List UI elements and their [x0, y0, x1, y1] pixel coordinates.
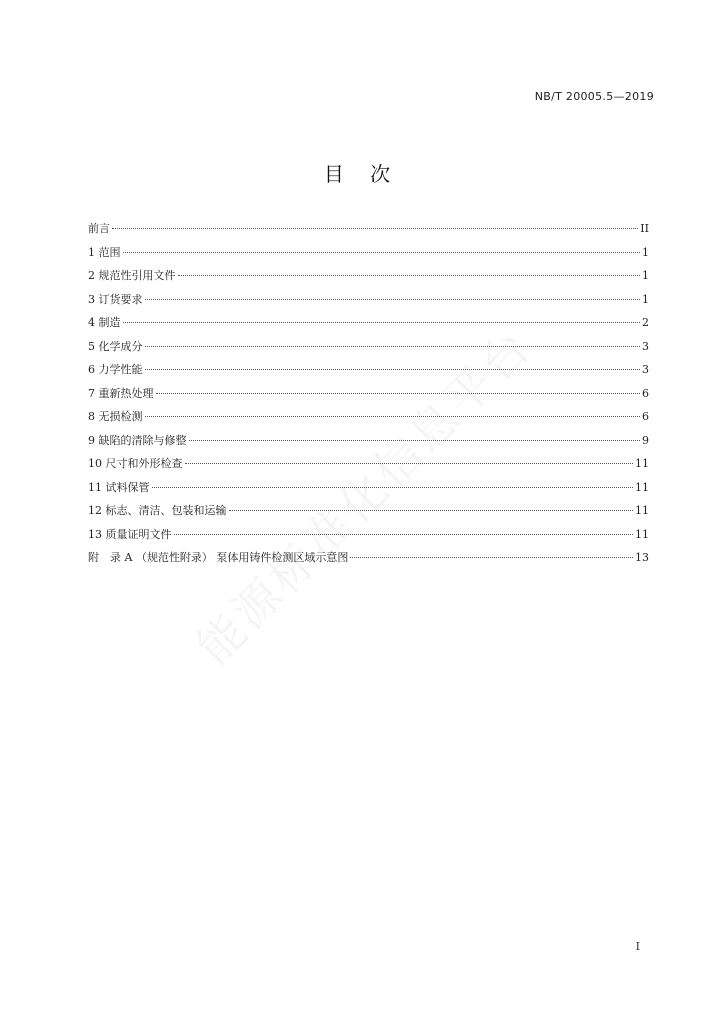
toc-entry-label: 10 尺寸和外形检查 — [88, 457, 183, 470]
toc-dot-leader — [145, 346, 641, 347]
toc-entry-page: 11 — [635, 480, 649, 494]
toc-entry-label: 11 试料保管 — [88, 480, 150, 494]
toc-entry-7[interactable] — [88, 384, 649, 408]
toc-entry-1[interactable] — [88, 243, 649, 267]
document-code: NB/T 20005.5—2019 — [534, 90, 654, 103]
toc-entry-8[interactable] — [88, 407, 649, 431]
toc-dot-leader — [123, 322, 641, 323]
toc-entry-label: 附 录 A （规范性附录） 泵体用铸件检测区域示意图 — [88, 551, 349, 564]
toc-entry-page: 1 — [642, 292, 649, 306]
toc-dot-leader — [189, 440, 641, 441]
toc-entry-10[interactable] — [88, 454, 649, 478]
page-number: I — [635, 940, 640, 953]
toc-dot-leader — [156, 393, 641, 394]
toc-entry-3[interactable] — [88, 290, 649, 314]
toc-entry-annex-a[interactable] — [88, 548, 649, 572]
toc-entry-page: 1 — [642, 269, 649, 282]
toc-dot-leader — [174, 534, 634, 535]
toc-dot-leader — [145, 299, 641, 300]
toc-entry-page: 1 — [642, 245, 649, 259]
toc-entry-page: 13 — [635, 551, 649, 564]
table-of-contents — [88, 219, 649, 572]
toc-entry-label: 13 质量证明文件 — [88, 527, 172, 541]
toc-entry-page: 3 — [642, 339, 649, 353]
toc-entry-label: 3 订货要求 — [88, 292, 143, 306]
toc-entry-9[interactable] — [88, 431, 649, 455]
toc-entry-page: 2 — [642, 316, 649, 329]
toc-entry-4[interactable] — [88, 313, 649, 337]
toc-entry-6[interactable] — [88, 360, 649, 384]
toc-entry-label: 7 重新热处理 — [88, 386, 154, 400]
toc-entry-page: 3 — [642, 363, 649, 376]
toc-entry-2[interactable] — [88, 266, 649, 290]
toc-dot-leader — [185, 463, 634, 464]
toc-entry-13[interactable] — [88, 525, 649, 549]
toc-entry-label: 8 无损检测 — [88, 410, 143, 423]
toc-dot-leader — [350, 557, 633, 558]
toc-title: 目 次 — [323, 162, 401, 186]
toc-entry-label: 前言 — [88, 222, 110, 235]
toc-entry-page: 11 — [635, 527, 649, 541]
toc-dot-leader — [145, 416, 641, 417]
toc-entry-5[interactable] — [88, 337, 649, 361]
toc-entry-label: 6 力学性能 — [88, 363, 143, 376]
toc-dot-leader — [123, 252, 641, 253]
toc-entry-page: 9 — [642, 433, 649, 447]
toc-entry-page: 6 — [642, 386, 649, 400]
toc-entry-12[interactable] — [88, 501, 649, 525]
toc-entry-label: 2 规范性引用文件 — [88, 269, 176, 282]
toc-entry-label: 1 范围 — [88, 245, 121, 259]
toc-dot-leader — [229, 510, 634, 511]
toc-dot-leader — [112, 228, 638, 229]
toc-entry-label: 9 缺陷的清除与修整 — [88, 433, 187, 447]
toc-entry-page: 6 — [642, 410, 649, 423]
toc-entry-page: II — [640, 222, 649, 235]
toc-dot-leader — [152, 487, 634, 488]
toc-dot-leader — [178, 275, 641, 276]
toc-dot-leader — [145, 369, 641, 370]
toc-entry-label: 5 化学成分 — [88, 339, 143, 353]
toc-entry-page: 11 — [635, 457, 649, 470]
toc-entry-foreword[interactable] — [88, 219, 649, 243]
toc-entry-11[interactable] — [88, 478, 649, 502]
toc-entry-label: 4 制造 — [88, 316, 121, 329]
toc-entry-label: 12 标志、清洁、包装和运输 — [88, 504, 227, 517]
toc-entry-page: 11 — [635, 504, 649, 517]
